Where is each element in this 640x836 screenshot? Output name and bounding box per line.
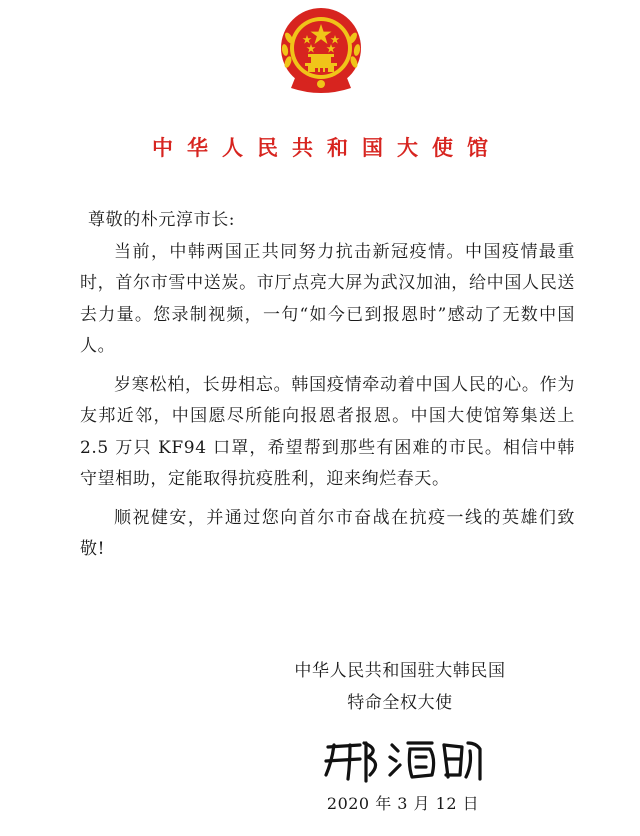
- handwritten-signature: [320, 735, 490, 785]
- paragraph-2: 岁寒松柏，长毋相忘。韩国疫情牵动着中国人民的心。作为友邦近邻，中国愿尽所能向报恩者报恩。中国大使馆筹集送上 2.5 万只 KF94 口罩，希望帮到那些有困难的市民。相信中韩守望相助，定能取得抗疫胜利，迎来绚烂春天。: [80, 374, 575, 489]
- signature-block: [270, 655, 530, 719]
- signatory-title: 特命全权大使: [347, 693, 453, 713]
- signatory-organization: 中华人民共和国驻大韩民国: [294, 661, 506, 681]
- embassy-name-heading: 中华人民共和国大使馆: [152, 135, 502, 160]
- paragraph-closing: 顺祝健安，并通过您向首尔市奋战在抗疫一线的英雄们致敬!: [80, 507, 575, 559]
- salutation: 尊敬的朴元淳市长:: [88, 210, 236, 230]
- letter-body: [80, 205, 575, 566]
- paragraph-1: 当前，中韩两国正共同努力抗击新冠疫情。中国疫情最重时，首尔市雪中送炭。市厅点亮大屏为武汉加油，给中国人民送去力量。您录制视频，一句“如今已到报恩时”感动了无数中国人。: [80, 241, 575, 356]
- letter-date: 2020 年 3 月 12 日: [326, 794, 480, 813]
- national-emblem-icon: [275, 4, 367, 94]
